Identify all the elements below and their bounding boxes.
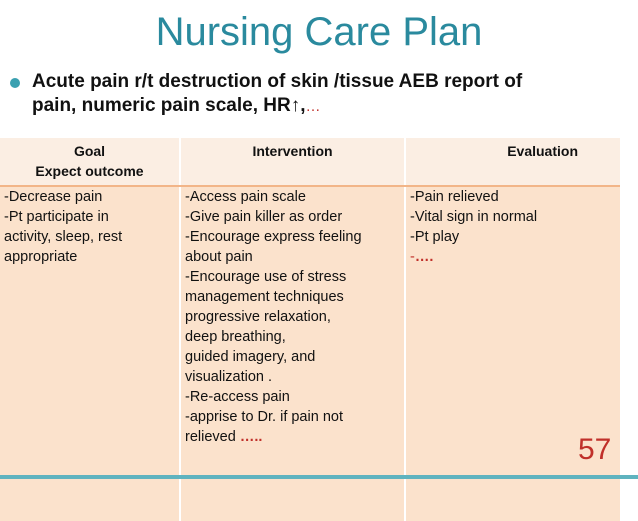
footer-rule: [0, 475, 638, 479]
diagnosis-line-2: [32, 94, 625, 119]
diagnosis-bullet: [10, 70, 625, 119]
evaluation-line-last: [410, 247, 616, 267]
intervention-line: -apprise to Dr. if pain not: [185, 409, 343, 425]
goal-cell: [0, 186, 180, 521]
goal-line: -Pt participate in: [4, 209, 109, 225]
evaluation-dash: -: [410, 249, 415, 265]
intervention-ellipsis: …..: [239, 429, 263, 445]
table-header-row: [0, 138, 620, 186]
intervention-line: management techniques: [185, 289, 344, 305]
intervention-line-text: relieved: [185, 429, 240, 445]
intervention-line: -Encourage use of stress: [185, 269, 347, 285]
slide-title: Nursing Care Plan: [155, 10, 483, 54]
goal-line: appropriate: [4, 249, 78, 265]
care-plan-table: [0, 138, 620, 521]
diagnosis-ellipsis: …: [305, 98, 321, 115]
evaluation-cell: [405, 186, 620, 521]
intervention-line: visualization .: [185, 369, 273, 385]
table-row: [0, 186, 620, 521]
intervention-line: progressive relaxation,: [185, 309, 331, 325]
goal-line: -Decrease pain: [4, 189, 103, 205]
bullet-icon: [10, 78, 20, 88]
intervention-line: -Encourage express feeling: [185, 229, 362, 245]
diagnosis-line-1: Acute pain r/t destruction of skin /tissue AEB report of: [32, 71, 523, 92]
header-intervention: Intervention: [180, 138, 405, 186]
intervention-line: -Give pain killer as order: [185, 209, 343, 225]
evaluation-ellipsis: ….: [414, 249, 434, 265]
header-evaluation: Evaluation: [405, 138, 620, 186]
header-goal: [0, 138, 180, 186]
intervention-line: about pain: [185, 249, 253, 265]
evaluation-line: -Vital sign in normal: [410, 209, 538, 225]
intervention-line: deep breathing,: [185, 329, 286, 345]
diagnosis-text: [32, 70, 625, 119]
intervention-cell: [180, 186, 405, 521]
evaluation-line: -Pt play: [410, 229, 460, 245]
diagnosis-line-2-text: pain, numeric pain scale, HR↑,: [32, 95, 306, 116]
intervention-line-last: [185, 427, 400, 447]
intervention-line: -Re-access pain: [185, 389, 290, 405]
page-number: 57: [578, 433, 612, 466]
evaluation-line: -Pain relieved: [410, 189, 499, 205]
goal-line: activity, sleep, rest: [4, 229, 123, 245]
intervention-line: -Access pain scale: [185, 189, 306, 205]
header-goal-line-2: Expect outcome: [35, 163, 144, 179]
header-goal-line-1: Goal: [73, 143, 106, 159]
intervention-line: guided imagery, and: [185, 349, 316, 365]
